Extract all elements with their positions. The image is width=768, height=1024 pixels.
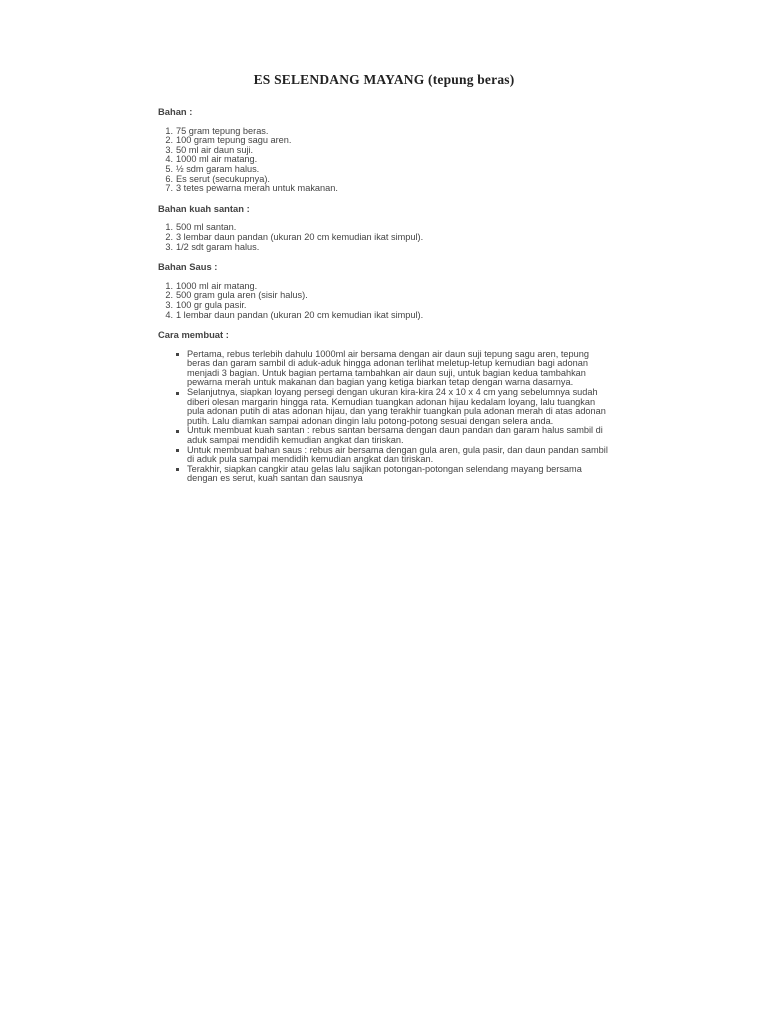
bullet-icon bbox=[176, 468, 179, 471]
list-item: 6. Es serut (secukupnya). bbox=[165, 173, 270, 184]
method-step: Pertama, rebus terlebih dahulu 1000ml air bersama dengan air daun suji tepung sagu aren, tepung beras dan garam sambil di aduk-aduk hingga adonan terlihat meletup-letup kemudian bagi adonan menjadi 3 bagian. Untuk bagian pertama tambahkan air daun suji, untuk bagian kedua tambahkan pewarna merah untuk makanan dan bagian yang ketiga biarkan tetap dengan warna dasarnya. bbox=[158, 350, 608, 388]
list-item: 7. 3 tetes pewarna merah untuk makanan. bbox=[165, 183, 338, 194]
list-item: 4. 1000 ml air matang. bbox=[165, 154, 258, 165]
list-item: 1. 75 gram tepung beras. bbox=[165, 125, 269, 136]
bullet-icon bbox=[176, 353, 179, 356]
section-heading-kuah-santan: Bahan kuah santan : bbox=[158, 202, 250, 214]
list-item: 1. 500 ml santan. bbox=[165, 222, 237, 233]
method-steps-list bbox=[158, 350, 608, 484]
bullet-icon bbox=[176, 430, 179, 433]
list-item: 1. 1000 ml air matang. bbox=[165, 280, 258, 291]
list-item: 3. 100 gr gula pasir. bbox=[165, 299, 247, 310]
list-item: 4. 1 lembar daun pandan (ukuran 20 cm kemudian ikat simpul). bbox=[165, 309, 424, 320]
list-item: 2. 500 gram gula aren (sisir halus). bbox=[165, 290, 308, 301]
ingredient-list-kuah-santan bbox=[158, 223, 608, 252]
list-item: 2. 3 lembar daun pandan (ukuran 20 cm kemudian ikat simpul). bbox=[165, 231, 424, 242]
list-item: 3. 1/2 sdt garam halus. bbox=[165, 241, 260, 252]
list-item: 2. 100 gram tepung sagu aren. bbox=[165, 135, 292, 146]
method-step: Selanjutnya, siapkan loyang persegi dengan ukuran kira-kira 24 x 10 x 4 cm yang sebelumnya sudah diberi olesan margarin hingga rata. Kemudian tuangkan adonan hijau kedalam loyang, lalu tuangkan pula adonan putih di atas adonan hijau, dan yang terakhir tuangkan pula adonan merah di atas adonan putih. Lalu diamkan sampai adonan dingin lalu potong-potong sesuai dengan selera anda. bbox=[158, 388, 608, 426]
ingredient-list-saus bbox=[158, 282, 608, 320]
method-step: Untuk membuat bahan saus : rebus air bersama dengan gula aren, gula pasir, dan daun pandan sambil di aduk pula sampai mendidih kemudian angkat dan tiriskan. bbox=[158, 446, 608, 465]
method-step: Untuk membuat kuah santan : rebus santan bersama dengan daun pandan dan garam halus sambil di aduk sampai mendidih kemudian angkat dan tiriskan. bbox=[158, 426, 608, 445]
recipe-title: ES SELENDANG MAYANG (tepung beras) bbox=[253, 72, 515, 87]
bullet-icon bbox=[176, 392, 179, 395]
ingredient-list-bahan bbox=[158, 127, 608, 194]
list-item: 5. ½ sdm garam halus. bbox=[165, 163, 260, 174]
section-heading-bahan: Bahan : bbox=[158, 106, 193, 117]
method-step: Terakhir, siapkan cangkir atau gelas lalu sajikan potongan-potongan selendang mayang bersama dengan es serut, kuah santan dan sausnya bbox=[158, 465, 608, 484]
bullet-icon bbox=[176, 449, 179, 452]
list-item: 3. 50 ml air daun suji. bbox=[165, 144, 254, 155]
section-heading-cara-membuat: Cara membuat : bbox=[158, 329, 229, 341]
section-heading-saus: Bahan Saus : bbox=[158, 261, 218, 273]
recipe-content bbox=[158, 107, 608, 494]
